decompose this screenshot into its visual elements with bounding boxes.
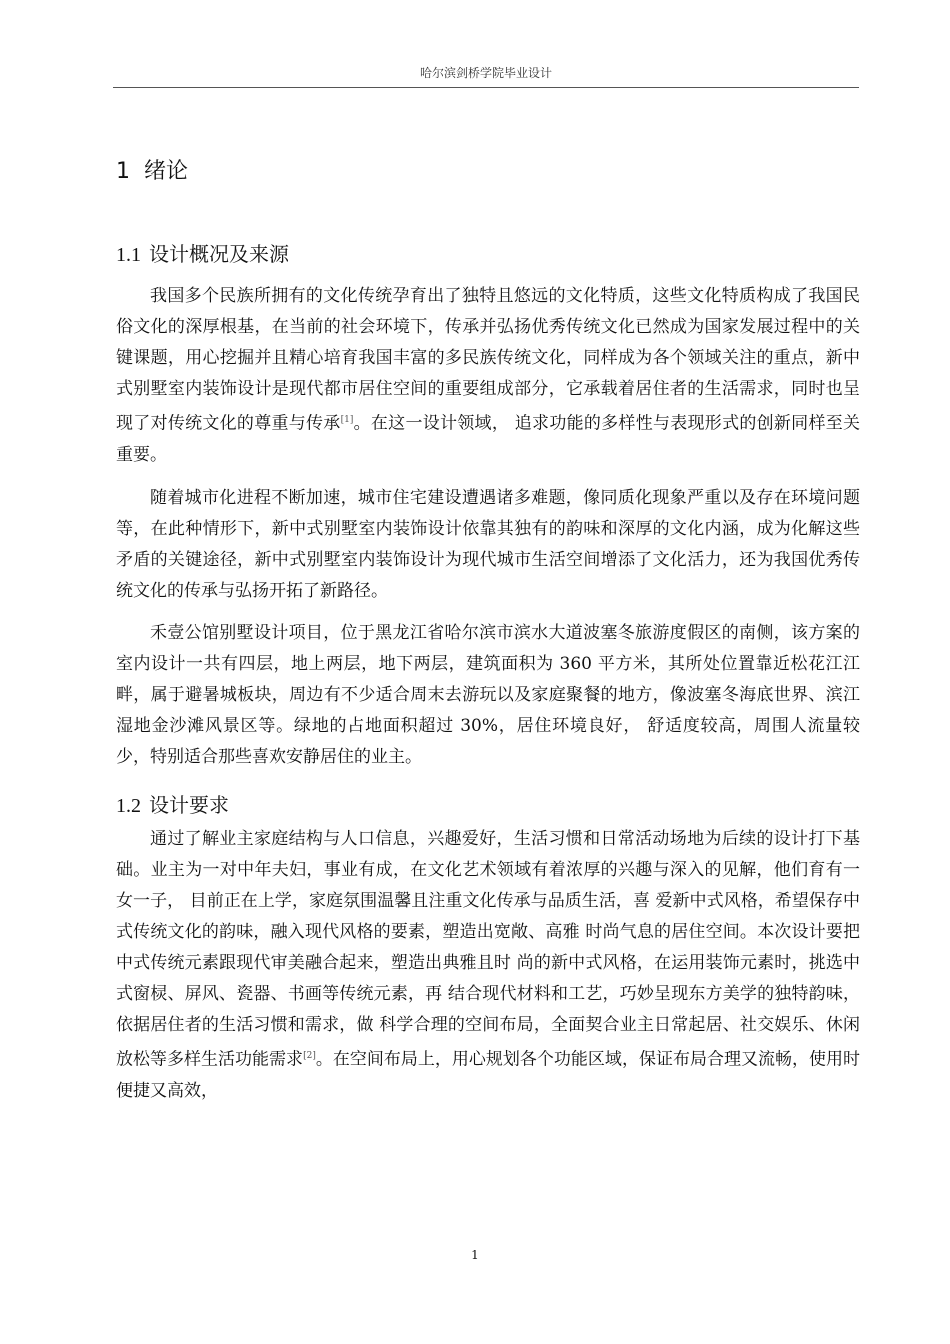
paragraph-text: 我国多个民族所拥有的文化传统孕育出了独特且悠远的文化特质，这些文化特质构成了我国民俗文化的深厚根基，在当前的社会环境下，传承并弘扬优秀传统文化已然成为国家发展过程中的关键课题，用心挖掘并且精心培育我国丰富的多民族传统文化，同样成为各个领域关注的重点，新中式别墅室内装饰设计是现代都市居住空间的重要组成部分，它承载着居住者的生活需求，同时也呈现了对传统文化的尊重与传承 <box>116 286 860 434</box>
chapter-heading <box>116 154 188 185</box>
section-number: 1.2 <box>116 795 141 817</box>
chapter-number: 1 <box>116 159 130 184</box>
paragraph-text: 。在这一设计领域， 追求功能的多样性与表现形式的创新同样至关重要。 <box>116 413 861 465</box>
section-number: 1.1 <box>116 244 141 266</box>
section-title: 设计概况及来源 <box>149 242 289 266</box>
paragraph-3: 禾壹公馆别墅设计项目，位于黑龙江省哈尔滨市滨水大道波塞冬旅游度假区的南侧，该方案的室内设计一共有四层，地上两层，地下两层，建筑面积为 360 平方米，其所处位置靠近松花江江畔，属于避暑城板块，周边有不少适合周末去游玩以及家庭聚餐的地方，像波塞冬海底世界、滨江湿地金沙滩风景区等。绿地的占地面积超过 30%，居住环境良好， 舒适度较高，周围人流量较少，特别适合那些喜欢安静居住的业主。 <box>116 623 860 767</box>
header-rule <box>113 87 859 88</box>
section-heading-1-1 <box>116 238 289 267</box>
citation-ref-2: [2] <box>303 1051 316 1061</box>
section-heading-1-2 <box>116 789 229 818</box>
paragraph-text: 。在空间布局上，用心规划各个功能区域，保证布局合理又流畅，使用时便捷又高效， <box>116 1049 861 1101</box>
paragraph-1 <box>116 281 860 471</box>
citation-ref-1: [1] <box>340 415 354 425</box>
section-title: 设计要求 <box>149 793 229 817</box>
chapter-title: 绪论 <box>144 159 189 184</box>
paragraph-text: 通过了解业主家庭结构与人口信息，兴趣爱好，生活习惯和日常活动场地为后续的设计打下基础。业主为一对中年夫妇，事业有成，在文化艺术领域有着浓厚的兴趣与深入的见解，他们育有一女一子， 目前正在上学，家庭氛围温馨且注重文化传承与品质生活，喜 爱新中式风格，希望保存中式传统文化的韵味，融入现代风格的要素，塑造出宽敞、高雅 时尚气息的居住空间。本次设计要把中式传统元素跟现代审美融合起来，塑造出典雅且时 尚的新中式风格，在运用装饰元素时，挑选中式窗棂、屏风、瓷器、书画等传统元素，再 结合现代材料和工艺，巧妙呈现东方美学的独特韵味，依据居住者的生活习惯和需求，做 科学合理的空间布局，全面契合业主日常起居、社交娱乐、休闲放松等多样生活功能需求 <box>116 829 860 1070</box>
paragraph-4 <box>116 824 860 1107</box>
paragraph-2: 随着城市化进程不断加速，城市住宅建设遭遇诸多难题，像同质化现象严重以及存在环境问题等，在此种情形下，新中式别墅室内装饰设计依靠其独有的韵味和深厚的文化内涵，成为化解这些矛盾的关键途径，新中式别墅室内装饰设计为现代城市生活空间增添了文化活力，还为我国优秀传统文化的传承与弘扬开拓了新路径。 <box>116 488 860 601</box>
page-number: 1 <box>471 1248 479 1262</box>
page-header: 哈尔滨剑桥学院毕业设计 <box>419 66 552 80</box>
